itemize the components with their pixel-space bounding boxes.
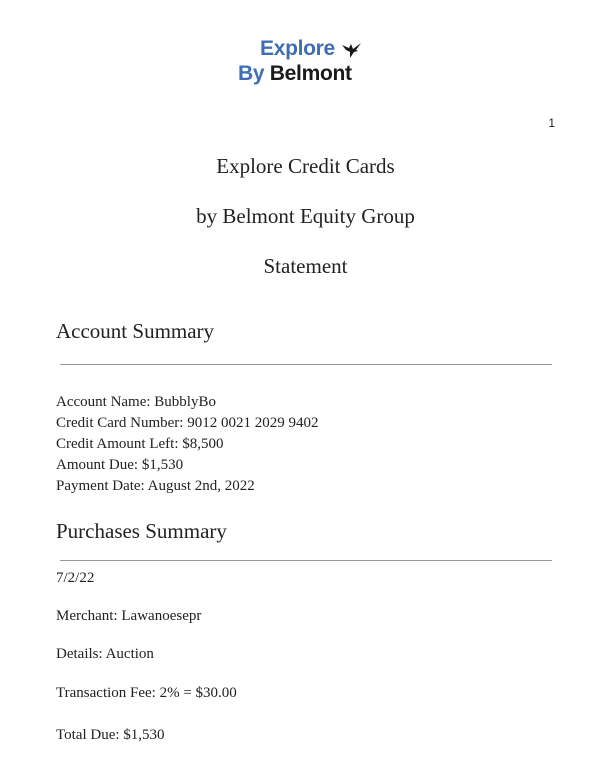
purchase-date: 7/2/22 xyxy=(56,570,95,586)
credit-card-number: Credit Card Number: 9012 0021 2029 9402 xyxy=(56,415,319,431)
document-title: Explore Credit Cards xyxy=(216,154,395,178)
logo-text-explore: Explore xyxy=(260,37,335,60)
account-details xyxy=(56,392,318,497)
amount-due: Amount Due: $1,530 xyxy=(56,457,184,473)
page-number: 1 xyxy=(548,116,555,130)
purchases-summary-heading: Purchases Summary xyxy=(56,519,227,543)
total-due: Total Due: $1,530 xyxy=(56,727,165,743)
purchase-details: Details: Auction xyxy=(56,646,154,662)
transaction-fee: Transaction Fee: 2% = $30.00 xyxy=(56,685,237,701)
document-subtitle: by Belmont Equity Group xyxy=(196,204,415,228)
account-summary-heading: Account Summary xyxy=(56,319,215,343)
section-divider xyxy=(60,364,552,365)
logo-text-by-belmont xyxy=(238,62,352,86)
logo-text-by: By xyxy=(238,62,265,85)
purchase-merchant: Merchant: Lawanoesepr xyxy=(56,608,202,624)
bird-icon xyxy=(341,41,363,59)
logo-text-belmont: Belmont xyxy=(269,62,352,85)
document-type: Statement xyxy=(263,254,348,278)
section-divider xyxy=(60,560,552,561)
account-name: Account Name: BubblyBo xyxy=(56,394,216,410)
brand-logo xyxy=(0,37,599,87)
credit-amount-left: Credit Amount Left: $8,500 xyxy=(56,436,224,452)
payment-date: Payment Date: August 2nd, 2022 xyxy=(56,478,255,494)
